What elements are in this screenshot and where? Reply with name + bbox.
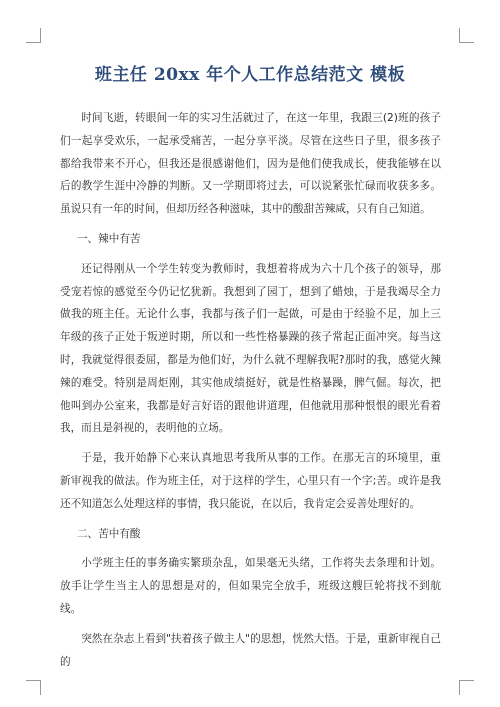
paragraph-section-2-b: 突然在杂志上看到"扶着孩子做主人"的思想，恍然大悟。于是，重新审视自己的 (60, 632, 441, 668)
paragraph-section-2-a: 小学班主任的事务确实繁琐杂乱，如果毫无头绪，工作将失去条理和计划。放手让学生当主人的思想是对的，但如果完全放手，班级这艘巨轮将找不到航线。 (60, 557, 441, 615)
crop-mark-top-left (26, 28, 41, 43)
document-body (60, 107, 441, 680)
section-heading-1: 一、辣中有苦 (76, 232, 141, 245)
page-title: 班主任 20xx 年个人工作总结范文 模板 (94, 65, 406, 85)
section-heading-2: 二、苦中有酸 (76, 527, 141, 540)
crop-mark-bottom-right (459, 680, 474, 695)
paragraph-section-1-b: 于是，我开始静下心来认真地思考我所从事的工作。在那无言的环境里，重新审视我的做法。作为班主任，对于这样的学生，心里只有一个字;苦。或许是我还不知道怎么处理这样的事情，我只能说，在以后，我肯定会妥善处理好的。 (60, 452, 441, 510)
crop-mark-top-right (459, 28, 474, 43)
crop-mark-bottom-left (26, 680, 41, 695)
paragraph-section-1-a: 还记得刚从一个学生转变为教师时，我想着将成为六十几个孩子的领导，那受宠若惊的感觉至今仍记忆犹新。我想到了园丁，想到了蜡烛，于是我竭尽全力做我的班主任。无论什么事，我都与孩子们一起做，可是由于经验不足，加上三年级的孩子正处于叛逆时期，所以和一些性格暴躁的孩子常起正面冲突。每当这时，我就觉得很委屈，都是为他们好，为什么就不理解我呢?那时的我，感觉火辣辣的难受。特别是周炬刚，其实他成绩挺好，就是性格暴躁，脾气倔。每次，把他叫到办公室来，我都是好言好语的跟他讲道理，但他就用那种恨恨的眼光看着我，而且是斜视的，表明他的立场。 (60, 262, 441, 435)
paragraph-intro: 时间飞逝，转眼间一年的实习生活就过了，在这一年里，我跟三(2)班的孩子们一起享受欢乐，一起承受痛苦，一起分享平淡。尽管在这些日子里，很多孩子都给我带来不开心，但我还是很感谢他们，因为是他们使我成长，使我能够在以后的教学生涯中冷静的判断。又一学期即将过去，可以说紧张忙碌而收获多多。虽说只有一年的时间，但却历经各种滋味，其中的酸甜苦辣咸，只有自己知道。 (60, 112, 441, 216)
